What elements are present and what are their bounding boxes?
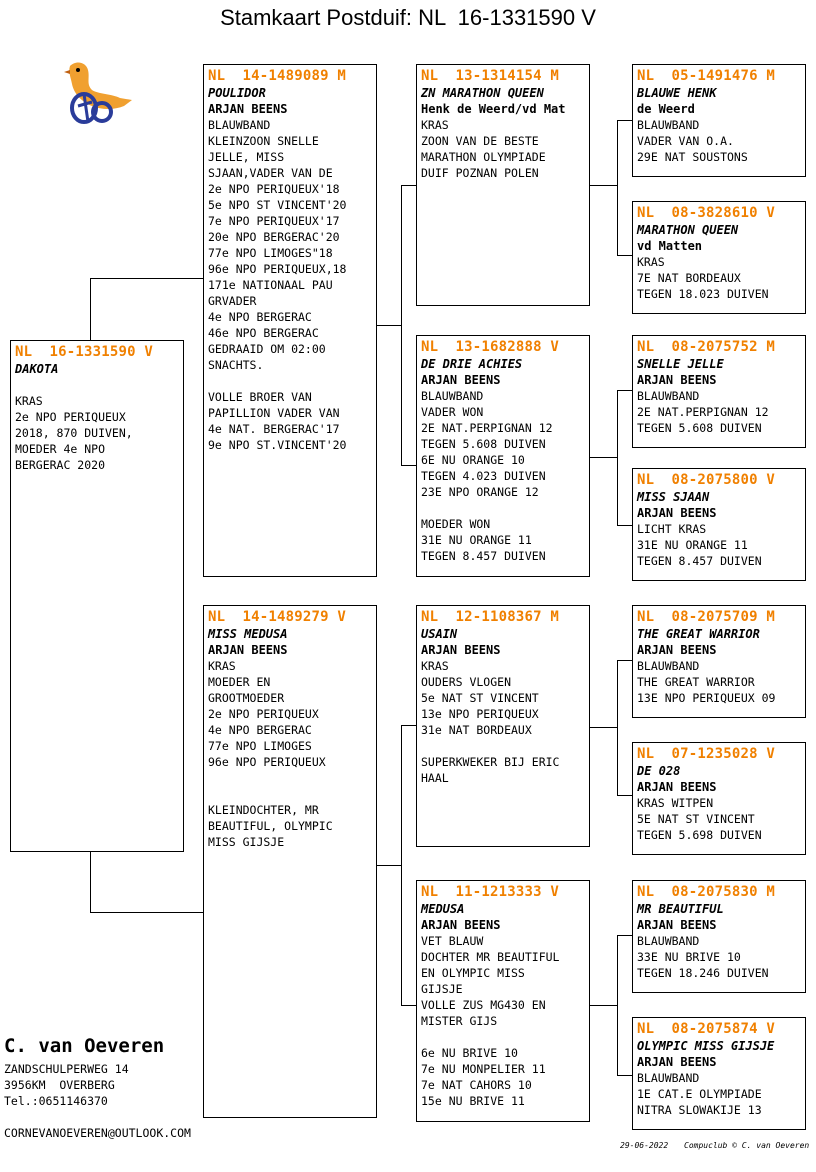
breeder-name: C. van Oeveren [4, 1035, 165, 1057]
detail-line: 33E NU BRIVE 10 [637, 950, 741, 964]
detail-line: 2e NPO PERIQUEUX [208, 707, 319, 721]
detail-line: LICHT KRAS [637, 522, 707, 536]
pigeon-name: DE 028 [637, 764, 681, 778]
owner-name: ARJAN BEENS [421, 918, 501, 932]
detail-line: 7e NU MONPELIER 11 [421, 1062, 546, 1076]
detail-line: VADER VAN O.A. [637, 134, 734, 148]
detail-line: TEGEN 8.457 DUIVEN [637, 554, 762, 568]
pigeon-name: MISS SJAAN [637, 490, 710, 504]
detail-line: 7E NAT BORDEAUX [637, 271, 741, 285]
detail-line: MOEDER EN [208, 675, 271, 689]
page-title: Stamkaart Postduif: NL 16-1331590 V [220, 5, 596, 30]
detail-line [208, 373, 372, 389]
connector-line [617, 660, 618, 795]
pigeon-name: MEDUSA [421, 902, 465, 916]
pigeon-name: MR BEAUTIFUL [637, 902, 724, 916]
pigeon-details [421, 117, 585, 181]
detail-line: 7e NPO PERIQUEUX'17 [208, 214, 340, 228]
pigeon-details [637, 388, 801, 436]
detail-line: BEAUTIFUL, OLYMPIC [208, 819, 333, 833]
detail-line [208, 786, 372, 802]
detail-line: VOLLE ZUS MG430 EN [421, 998, 546, 1012]
detail-line: EN OLYMPIC MISS [421, 966, 525, 980]
owner-name: ARJAN BEENS [637, 918, 717, 932]
detail-line: NITRA SLOWAKIJE 13 [637, 1103, 762, 1117]
detail-line: VET BLAUW [421, 934, 484, 948]
pigeon-card-fmm [632, 468, 806, 581]
detail-line: KRAS [637, 255, 665, 269]
detail-line [15, 377, 179, 393]
detail-line: 2E NAT.PERPIGNAN 12 [421, 421, 553, 435]
detail-line: 4e NAT. BERGERAC'17 [208, 422, 340, 436]
owner-name: ARJAN BEENS [421, 643, 501, 657]
detail-line: KLEINZOON SNELLE [208, 134, 319, 148]
detail-line: 13E NPO PERIQUEUX 09 [637, 691, 776, 705]
detail-line: 4e NPO BERGERAC [208, 310, 312, 324]
detail-line: TEGEN 8.457 DUIVEN [421, 549, 546, 563]
pigeon-details [421, 658, 585, 786]
detail-line: KRAS [421, 659, 449, 673]
detail-line: 20e NPO BERGERAC'20 [208, 230, 340, 244]
pigeon-name: DE DRIE ACHIES [421, 357, 523, 371]
detail-line: GRVADER [208, 294, 257, 308]
connector-line [401, 185, 402, 465]
detail-line: DOCHTER MR BEAUTIFUL [421, 950, 560, 964]
detail-line: OUDERS VLOGEN [421, 675, 512, 689]
owner-name: ARJAN BEENS [208, 102, 288, 116]
connector-line [589, 727, 617, 728]
pigeon-card-fmf [632, 335, 806, 448]
detail-line: BLAUWBAND [421, 389, 484, 403]
detail-line: KRAS [421, 118, 449, 132]
detail-line: 9e NPO ST.VINCENT'20 [208, 438, 347, 452]
connector-line [401, 725, 417, 726]
ring-number: NL 08-2075752 M [637, 339, 776, 355]
detail-line: TEGEN 5.608 DUIVEN [421, 437, 546, 451]
detail-line: BLAUWBAND [208, 118, 271, 132]
detail-line: HAAL [421, 771, 449, 785]
ring-number: NL 08-2075709 M [637, 609, 776, 625]
owner-name: de Weerd [637, 102, 695, 116]
detail-line: 31E NU ORANGE 11 [421, 533, 532, 547]
connector-line [589, 1005, 617, 1006]
ring-number: NL 13-1314154 M [421, 68, 560, 84]
detail-line: GROOTMOEDER [208, 691, 285, 705]
detail-line: ZOON VAN DE BESTE [421, 134, 539, 148]
owner-name: ARJAN BEENS [637, 643, 717, 657]
connector-line [617, 525, 633, 526]
ring-number: NL 11-1213333 V [421, 884, 560, 900]
pigeon-details [637, 795, 801, 843]
pigeon-card-mother-father [416, 605, 590, 847]
connector-line [589, 185, 617, 186]
detail-line: 96e NPO PERIQUEUX,18 [208, 262, 347, 276]
detail-line: 5e NPO ST VINCENT'20 [208, 198, 347, 212]
ring-number: NL 16-1331590 V [15, 344, 154, 360]
detail-line [421, 738, 585, 754]
pigeon-name: DAKOTA [15, 362, 59, 376]
footer-credit: Compuclub © C. van Oeveren [684, 1141, 810, 1150]
detail-line: 15e NU BRIVE 11 [421, 1094, 525, 1108]
owner-name: vd Matten [637, 239, 703, 253]
connector-line [617, 935, 633, 936]
pigeon-details [421, 933, 585, 1109]
detail-line: THE GREAT WARRIOR [637, 675, 755, 689]
connector-line [401, 1005, 417, 1006]
pigeon-details [637, 658, 801, 706]
detail-line: 77e NPO LIMOGES [208, 739, 312, 753]
connector-line [376, 865, 401, 866]
ring-number: NL 08-3828610 V [637, 205, 776, 221]
detail-line: 96e NPO PERIQUEUX [208, 755, 326, 769]
connector-line [589, 457, 617, 458]
connector-line [401, 465, 417, 466]
footer-date: 29-06-2022 [620, 1141, 669, 1150]
pigeon-details [637, 521, 801, 569]
pigeon-card-mother-mother [416, 880, 590, 1122]
detail-line: 7e NAT CAHORS 10 [421, 1078, 532, 1092]
detail-line: KRAS [15, 394, 43, 408]
pigeon-details [421, 388, 585, 564]
detail-line: SJAAN,VADER VAN DE [208, 166, 333, 180]
detail-line: JELLE, MISS [208, 150, 285, 164]
detail-line: 4e NPO BERGERAC [208, 723, 312, 737]
detail-line: 6E NU ORANGE 10 [421, 453, 525, 467]
detail-line [208, 770, 372, 786]
detail-line: 1E CAT.E OLYMPIADE [637, 1087, 762, 1101]
detail-line [421, 500, 585, 516]
ring-number: NL 05-1491476 M [637, 68, 776, 84]
detail-line: TEGEN 5.698 DUIVEN [637, 828, 762, 842]
breeder-email: CORNEVANOEVEREN@OUTLOOK.COM [4, 1126, 191, 1140]
pigeon-card-father-father [416, 64, 590, 306]
pigeon-name: BLAUWE HENK [637, 86, 717, 100]
ring-number: NL 08-2075830 M [637, 884, 776, 900]
connector-line [617, 935, 618, 1075]
detail-line: 13e NPO PERIQUEUX [421, 707, 539, 721]
pigeon-name: USAIN [421, 627, 458, 641]
pigeon-card-subject [10, 340, 184, 852]
pigeon-details [637, 117, 801, 165]
connector-line [90, 278, 91, 340]
detail-line: 171e NATIONAAL PAU [208, 278, 333, 292]
pigeon-card-ffm [632, 201, 806, 314]
detail-line: 31e NAT BORDEAUX [421, 723, 532, 737]
pigeon-details [208, 658, 372, 850]
pigeon-card-mff [632, 605, 806, 718]
detail-line: 5e NAT ST VINCENT [421, 691, 539, 705]
breeder-phone: Tel.:0651146370 [4, 1094, 108, 1108]
pigeon-details [208, 117, 372, 453]
pigeon-name: THE GREAT WARRIOR [637, 627, 760, 641]
pigeon-name: ZN MARATHON QUEEN [421, 86, 544, 100]
pigeon-name: MISS MEDUSA [208, 627, 288, 641]
detail-line: BLAUWBAND [637, 659, 700, 673]
connector-line [617, 795, 633, 796]
ring-number: NL 07-1235028 V [637, 746, 776, 762]
pigeon-details [637, 254, 801, 302]
detail-line: 46e NPO BERGERAC [208, 326, 319, 340]
pigeon-card-mmm [632, 1017, 806, 1130]
connector-line [617, 390, 618, 525]
detail-line: TEGEN 4.023 DUIVEN [421, 469, 546, 483]
ring-number: NL 14-1489089 M [208, 68, 347, 84]
ring-number: NL 08-2075874 V [637, 1021, 776, 1037]
detail-line: SUPERKWEKER BIJ ERIC [421, 755, 560, 769]
detail-line: BLAUWBAND [637, 389, 700, 403]
detail-line: MOEDER WON [421, 517, 491, 531]
detail-line [421, 1029, 585, 1045]
detail-line: MISTER GIJS [421, 1014, 498, 1028]
detail-line: TEGEN 18.246 DUIVEN [637, 966, 769, 980]
ring-number: NL 08-2075800 V [637, 472, 776, 488]
detail-line: 2e NPO PERIQUEUX [15, 410, 126, 424]
pigeon-card-father-mother [416, 335, 590, 577]
ring-number: NL 12-1108367 M [421, 609, 560, 625]
detail-line: 2018, 870 DUIVEN, [15, 426, 133, 440]
detail-line: GIJSJE [421, 982, 463, 996]
detail-line: BLAUWBAND [637, 934, 700, 948]
connector-line [617, 120, 618, 255]
connector-line [617, 660, 633, 661]
detail-line: VADER WON [421, 405, 484, 419]
connector-line [90, 912, 204, 913]
pigeon-card-fff [632, 64, 806, 177]
owner-name: ARJAN BEENS [208, 643, 288, 657]
connector-line [90, 278, 204, 279]
compuclub-logo-icon [58, 58, 138, 128]
detail-line: BLAUWBAND [637, 118, 700, 132]
detail-line: 6e NU BRIVE 10 [421, 1046, 518, 1060]
detail-line: 23E NPO ORANGE 12 [421, 485, 539, 499]
pigeon-name: POULIDOR [208, 86, 266, 100]
detail-line: KRAS WITPEN [637, 796, 714, 810]
breeder-address: ZANDSCHULPERWEG 14 [4, 1062, 129, 1076]
detail-line: 5E NAT ST VINCENT [637, 812, 755, 826]
detail-line: 77e NPO LIMOGES"18 [208, 246, 333, 260]
pigeon-card-father [203, 64, 377, 577]
detail-line: MOEDER 4e NPO [15, 442, 106, 456]
owner-name: ARJAN BEENS [637, 373, 717, 387]
detail-line: BLAUWBAND [637, 1071, 700, 1085]
pigeon-name: SNELLE JELLE [637, 357, 724, 371]
detail-line: MARATHON OLYMPIADE [421, 150, 546, 164]
detail-line: MISS GIJSJE [208, 835, 285, 849]
connector-line [376, 325, 401, 326]
breeder-city: 3956KM OVERBERG [4, 1078, 115, 1092]
detail-line: DUIF POZNAN POLEN [421, 166, 539, 180]
pigeon-name: OLYMPIC MISS GIJSJE [637, 1039, 775, 1053]
detail-line: SNACHTS. [208, 358, 264, 372]
detail-line: BERGERAC 2020 [15, 458, 106, 472]
detail-line: KRAS [208, 659, 236, 673]
ring-number: NL 13-1682888 V [421, 339, 560, 355]
detail-line: GEDRAAID OM 02:00 [208, 342, 326, 356]
detail-line: TEGEN 5.608 DUIVEN [637, 421, 762, 435]
owner-name: ARJAN BEENS [637, 506, 717, 520]
ring-number: NL 14-1489279 V [208, 609, 347, 625]
detail-line: 2E NAT.PERPIGNAN 12 [637, 405, 769, 419]
connector-line [617, 390, 633, 391]
pigeon-details [637, 933, 801, 981]
pigeon-card-mfm [632, 742, 806, 855]
owner-name: Henk de Weerd/vd Mat [421, 102, 566, 116]
pigeon-card-mmf [632, 880, 806, 993]
pigeon-card-mother [203, 605, 377, 1118]
connector-line [617, 120, 633, 121]
detail-line: 2e NPO PERIQUEUX'18 [208, 182, 340, 196]
detail-line: TEGEN 18.023 DUIVEN [637, 287, 769, 301]
connector-line [617, 255, 633, 256]
detail-line: 31E NU ORANGE 11 [637, 538, 748, 552]
owner-name: ARJAN BEENS [637, 1055, 717, 1069]
detail-line: PAPILLION VADER VAN [208, 406, 340, 420]
owner-name: ARJAN BEENS [421, 373, 501, 387]
detail-line: KLEINDOCHTER, MR [208, 803, 319, 817]
detail-line: 29E NAT SOUSTONS [637, 150, 748, 164]
pigeon-name: MARATHON QUEEN [637, 223, 739, 237]
pigeon-details [15, 377, 179, 473]
pigeon-details [637, 1070, 801, 1118]
owner-name: ARJAN BEENS [637, 780, 717, 794]
connector-line [617, 1075, 633, 1076]
connector-line [401, 185, 417, 186]
detail-line: VOLLE BROER VAN [208, 390, 312, 404]
connector-line [90, 851, 91, 913]
connector-line [401, 725, 402, 1005]
